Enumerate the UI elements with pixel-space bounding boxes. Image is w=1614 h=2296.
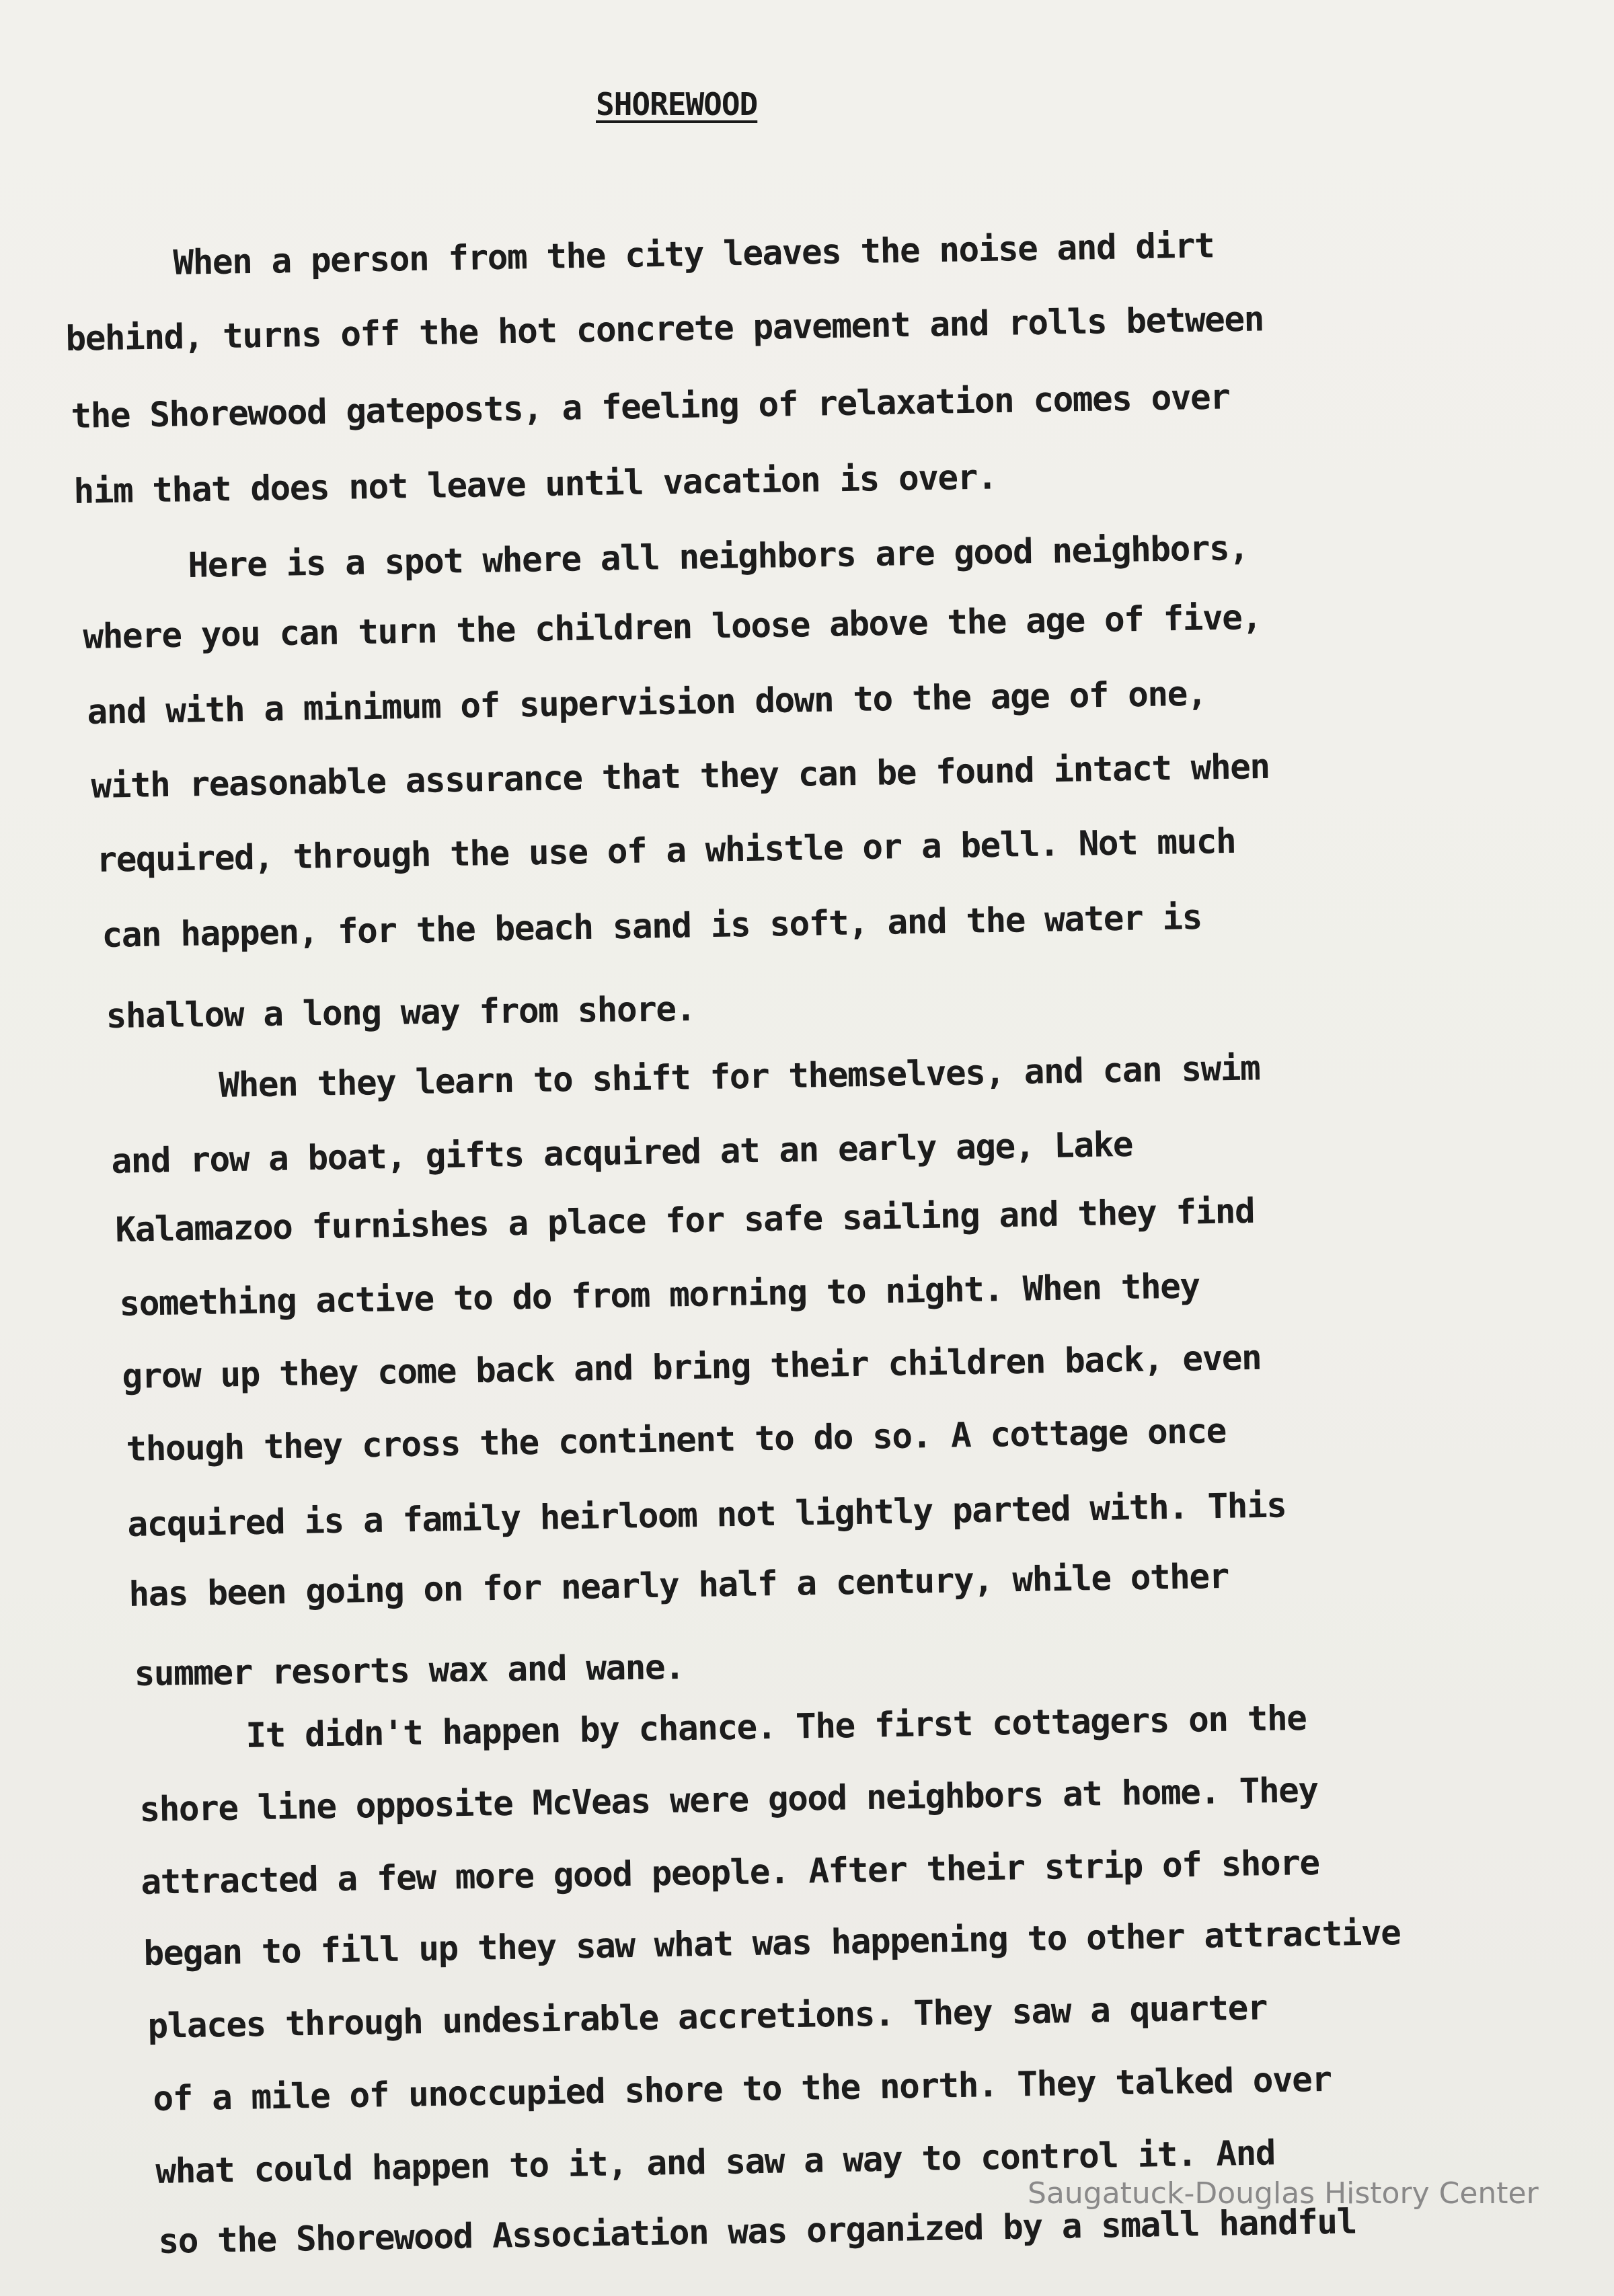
text-line: behind, turns off the hot concrete pavement and rolls between xyxy=(65,299,1264,359)
text-line: where you can turn the children loose above the age of five, xyxy=(83,597,1262,657)
text-line: with reasonable assurance that they can be found intact when xyxy=(91,747,1270,806)
text-line: It didn't happen by chance. The first cottagers on the xyxy=(245,1698,1307,1756)
text-line: something active to do from morning to night. When they xyxy=(119,1266,1200,1324)
text-line: When they learn to shift for themselves, and can swim xyxy=(219,1048,1260,1106)
text-line: the Shorewood gateposts, a feeling of relaxation comes over xyxy=(71,377,1230,436)
text-line: though they cross the continent to do so. A cottage once xyxy=(126,1411,1227,1469)
text-line: attracted a few more good people. After their strip of shore xyxy=(141,1843,1320,1903)
text-line: has been going on for nearly half a century, while other xyxy=(128,1556,1229,1615)
text-line: places through undesirable accretions. They saw a quarter xyxy=(147,1988,1268,2046)
text-line: what could happen to it, and saw a way to control it. And xyxy=(155,2133,1276,2192)
text-line: began to fill up they saw what was happening to other attractive xyxy=(143,1913,1401,1974)
text-line: and row a boat, gifts acquired at an early age, Lake xyxy=(111,1124,1133,1182)
text-line: required, through the use of a whistle or a bell. Not much xyxy=(96,821,1236,880)
text-line: so the Shorewood Association was organized by a small handful xyxy=(158,2202,1357,2262)
text-line: Here is a spot where all neighbors are good neighbors, xyxy=(188,528,1249,586)
watermark-text: Saugatuck-Douglas History Center xyxy=(1028,2176,1539,2211)
text-line: When a person from the city leaves the noise and dirt xyxy=(173,226,1215,283)
text-line: can happen, for the beach sand is soft, and the water is xyxy=(102,897,1202,956)
text-line: summer resorts wax and wane. xyxy=(134,1648,685,1694)
text-line: acquired is a family heirloom not lightly parted with. This xyxy=(127,1486,1286,1545)
text-line: grow up they come back and bring their children back, even xyxy=(122,1338,1262,1397)
show-through-text xyxy=(256,128,274,162)
text-line: Kalamazoo furnishes a place for safe sailing and they find xyxy=(115,1191,1255,1250)
text-line: him that does not leave until vacation is over. xyxy=(73,457,997,512)
text-line: shore line opposite McVeas were good neighbors at home. They xyxy=(139,1770,1319,1830)
page-title: SHOREWOOD xyxy=(596,86,758,122)
text-line: shallow a long way from shore. xyxy=(106,989,696,1036)
text-line: of a mile of unoccupied shore to the north. They talked over xyxy=(153,2059,1332,2119)
text-line: and with a minimum of supervision down to the age of one, xyxy=(87,674,1207,732)
